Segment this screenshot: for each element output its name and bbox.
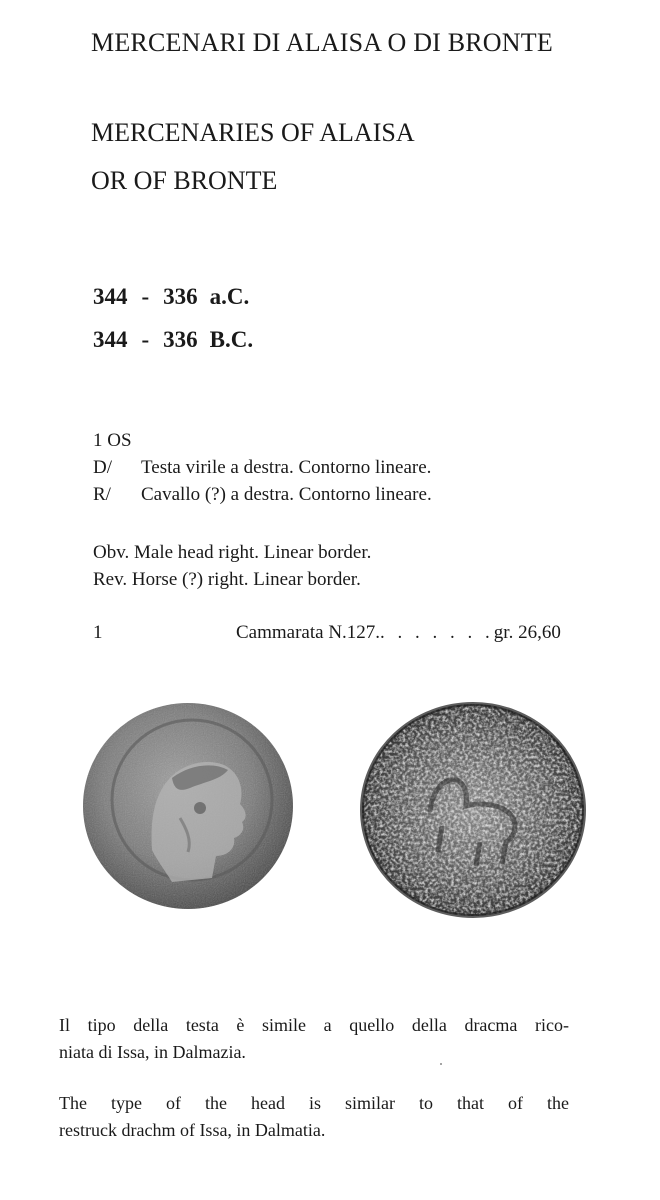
- specimen-number: 1: [93, 622, 103, 643]
- reverse-prefix: R/: [93, 484, 111, 505]
- date-unit: B.C.: [209, 327, 254, 352]
- note-line: The type of the head is similar to that of the: [59, 1093, 569, 1113]
- date-italian: [93, 284, 249, 310]
- obverse-text: Testa virile a destra. Contorno lineare.: [141, 457, 432, 478]
- date-english: [93, 327, 253, 353]
- note-english: [59, 1090, 569, 1144]
- coin-reverse-image: [360, 702, 586, 918]
- obverse-prefix: D/: [93, 457, 112, 478]
- title-english-line1: MERCENARIES OF ALAISA: [91, 118, 415, 147]
- date-to: 336: [163, 327, 198, 352]
- specimen-reference: [236, 622, 561, 644]
- reverse-text: Cavallo (?) a destra. Contorno lineare.: [141, 484, 432, 505]
- coin-obverse-image: [80, 700, 298, 912]
- weight-value: gr. 26,60: [493, 622, 561, 643]
- date-separator: -: [141, 327, 150, 352]
- leader-dots: . . . . . . .: [380, 622, 494, 643]
- note-line: Il tipo della testa è simile a quello della dracma rico-: [59, 1015, 569, 1035]
- note-italian: [59, 1012, 569, 1066]
- date-unit: a.C.: [209, 284, 250, 309]
- note-line: restruck drachm of Issa, in Dalmatia.: [59, 1120, 326, 1140]
- note-line: niata di Issa, in Dalmazia.: [59, 1042, 246, 1062]
- date-separator: -: [141, 284, 150, 309]
- title-italian: MERCENARI DI ALAISA O DI BRONTE: [91, 28, 553, 57]
- reverse-description-en: Rev. Horse (?) right. Linear border.: [93, 569, 361, 590]
- reverse-description-it: [93, 484, 432, 506]
- obverse-description-it: [93, 457, 431, 479]
- title-english-line2: OR OF BRONTE: [91, 166, 278, 195]
- date-from: 344: [93, 284, 128, 309]
- obverse-description-en: Obv. Male head right. Linear border.: [93, 542, 372, 563]
- date-from: 344: [93, 327, 128, 352]
- reference-text: Cammarata N.127.: [236, 622, 381, 643]
- catalog-id: 1 OS: [93, 430, 132, 451]
- date-to: 336: [163, 284, 198, 309]
